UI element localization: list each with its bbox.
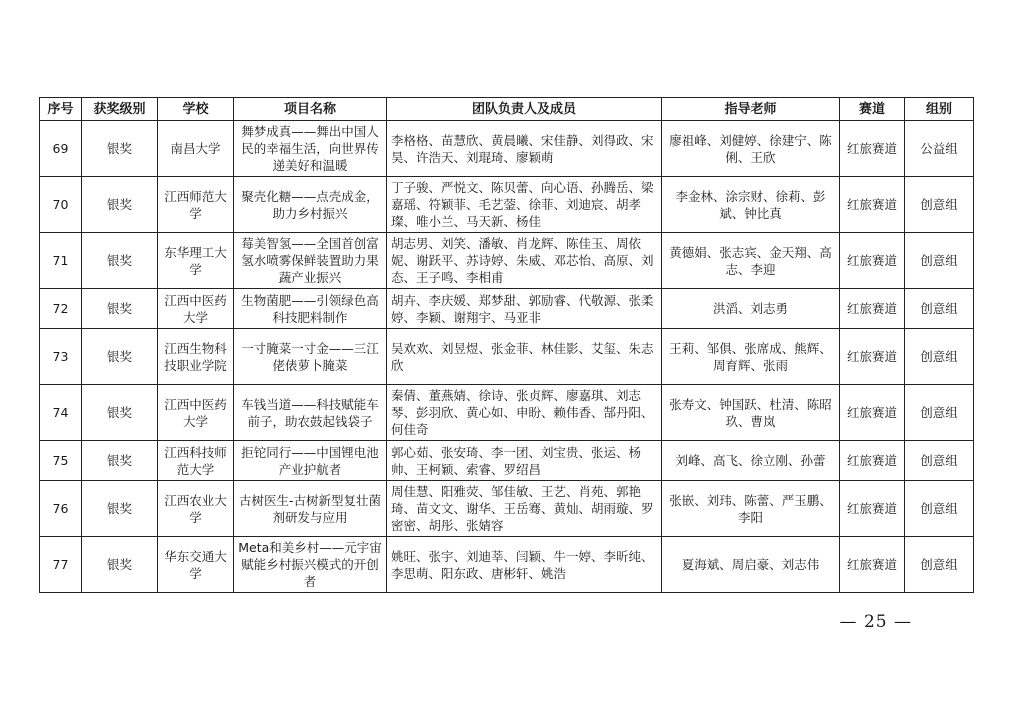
cell-track: 红旅赛道 [840,537,905,593]
cell-track: 红旅赛道 [840,233,905,289]
cell-project: 车钱当道——科技赋能车前子，助农鼓起钱袋子 [234,385,387,441]
cell-school: 江西师范大学 [158,177,234,233]
cell-group: 创意组 [905,441,974,481]
table-row [40,233,974,289]
cell-group: 创意组 [905,537,974,593]
cell-school: 江西农业大学 [158,481,234,537]
cell-no: 76 [40,481,82,537]
table-row [40,385,974,441]
cell-level: 银奖 [82,177,158,233]
cell-level: 银奖 [82,441,158,481]
cell-group: 公益组 [905,121,974,177]
cell-advisor: 洪滔、刘志勇 [662,289,840,329]
header-project: 项目名称 [234,98,387,121]
cell-level: 银奖 [82,537,158,593]
cell-team: 丁子骏、严悦文、陈贝蕾、向心语、孙腾岳、梁嘉瑶、符颖菲、毛艺蓥、徐菲、刘迪宸、胡孝璨、唯小兰、马天新、杨佳 [387,177,662,233]
cell-group: 创意组 [905,177,974,233]
cell-team: 姚旺、张宇、刘迪莘、闫颖、牛一婷、李昕纯、李思萌、阳东政、唐彬轩、姚浩 [387,537,662,593]
awards-table [39,97,974,593]
cell-no: 71 [40,233,82,289]
cell-advisor: 王莉、邹俱、张席成、熊辉、周育辉、张雨 [662,329,840,385]
cell-advisor: 张嵌、刘玮、陈蕾、严玉鹏、李阳 [662,481,840,537]
cell-advisor: 夏海斌、周启豪、刘志伟 [662,537,840,593]
cell-school: 东华理工大学 [158,233,234,289]
cell-group: 创意组 [905,233,974,289]
cell-school: 华东交通大学 [158,537,234,593]
cell-no: 69 [40,121,82,177]
cell-advisor: 刘峰、高飞、徐立刚、孙蕾 [662,441,840,481]
table-row [40,481,974,537]
cell-level: 银奖 [82,233,158,289]
cell-group: 创意组 [905,385,974,441]
cell-advisor: 张寿文、钟国跃、杜清、陈昭玖、曹岚 [662,385,840,441]
cell-school: 南昌大学 [158,121,234,177]
cell-track: 红旅赛道 [840,441,905,481]
cell-track: 红旅赛道 [840,177,905,233]
cell-track: 红旅赛道 [840,385,905,441]
cell-no: 75 [40,441,82,481]
cell-group: 创意组 [905,289,974,329]
header-no: 序号 [40,98,82,121]
cell-no: 73 [40,329,82,385]
cell-advisor: 李金林、涂宗财、徐莉、彭斌、钟比真 [662,177,840,233]
page-number: — 25 — [839,612,912,632]
cell-level: 银奖 [82,481,158,537]
cell-advisor: 黄德娟、张志宾、金天翔、高志、李迎 [662,233,840,289]
cell-advisor: 廖祖峰、刘健婷、徐建宁、陈俐、王欣 [662,121,840,177]
cell-project: 舞梦成真——舞出中国人民的幸福生活，向世界传递美好和温暖 [234,121,387,177]
table-row [40,537,974,593]
header-group: 组别 [905,98,974,121]
header-school: 学校 [158,98,234,121]
cell-project: 生物菌肥——引领绿色高科技肥料制作 [234,289,387,329]
table-row [40,177,974,233]
table-row [40,329,974,385]
cell-project: 古树医生-古树新型复壮菌剂研发与应用 [234,481,387,537]
cell-track: 红旅赛道 [840,329,905,385]
cell-school: 江西中医药大学 [158,289,234,329]
table-header-row [40,98,974,121]
cell-project: 一寸腌菜一寸金——三江佬俵萝卜腌菜 [234,329,387,385]
cell-level: 银奖 [82,329,158,385]
table-row [40,441,974,481]
cell-group: 创意组 [905,481,974,537]
cell-school: 江西科技师范大学 [158,441,234,481]
cell-track: 红旅赛道 [840,481,905,537]
cell-project: 莓美智氢——全国首创富氢水喷雾保鲜装置助力果蔬产业振兴 [234,233,387,289]
header-team: 团队负责人及成员 [387,98,662,121]
header-track: 赛道 [840,98,905,121]
cell-team: 李格格、苗慧欣、黄晨曦、宋佳静、刘得政、宋昊、许浩天、刘琨琦、廖颖萌 [387,121,662,177]
cell-team: 吴欢欢、刘昱煜、张金菲、林佳影、艾玺、朱志欣 [387,329,662,385]
cell-project: Meta和美乡村——元宇宙赋能乡村振兴模式的开创者 [234,537,387,593]
cell-track: 红旅赛道 [840,121,905,177]
cell-no: 72 [40,289,82,329]
cell-project: 聚壳化糖——点壳成金，助力乡村振兴 [234,177,387,233]
table-row [40,289,974,329]
cell-project: 拒铊同行——中国锂电池产业护航者 [234,441,387,481]
cell-no: 74 [40,385,82,441]
cell-team: 胡志男、刘笑、潘敏、肖龙辉、陈佳玉、周依妮、谢跃平、苏诗婷、朱威、邓芯怡、高原、刘态、王子鸣、李相甫 [387,233,662,289]
table-row [40,121,974,177]
cell-team: 郭心茹、张安琦、李一团、刘宝贵、张运、杨帅、王柯颖、索睿、罗绍昌 [387,441,662,481]
cell-no: 70 [40,177,82,233]
cell-group: 创意组 [905,329,974,385]
cell-level: 银奖 [82,289,158,329]
cell-team: 胡卉、李庆媛、郑梦甜、郭励睿、代敬源、张柔婷、李颖、谢翔宇、马亚非 [387,289,662,329]
header-level: 获奖级别 [82,98,158,121]
cell-level: 银奖 [82,385,158,441]
cell-school: 江西生物科技职业学院 [158,329,234,385]
cell-level: 银奖 [82,121,158,177]
cell-team: 周佳慧、阳雅荧、邹佳敏、王艺、肖苑、郭艳琦、苗文文、谢华、王岳骞、黄灿、胡雨璇、罗密密、胡彤、张婧容 [387,481,662,537]
cell-team: 秦倩、董燕婧、徐诗、张贞辉、廖嘉琪、刘志琴、彭羽欣、黄心如、申盼、赖伟香、郜丹阳、何佳奇 [387,385,662,441]
cell-track: 红旅赛道 [840,289,905,329]
cell-no: 77 [40,537,82,593]
cell-school: 江西中医药大学 [158,385,234,441]
header-advisor: 指导老师 [662,98,840,121]
